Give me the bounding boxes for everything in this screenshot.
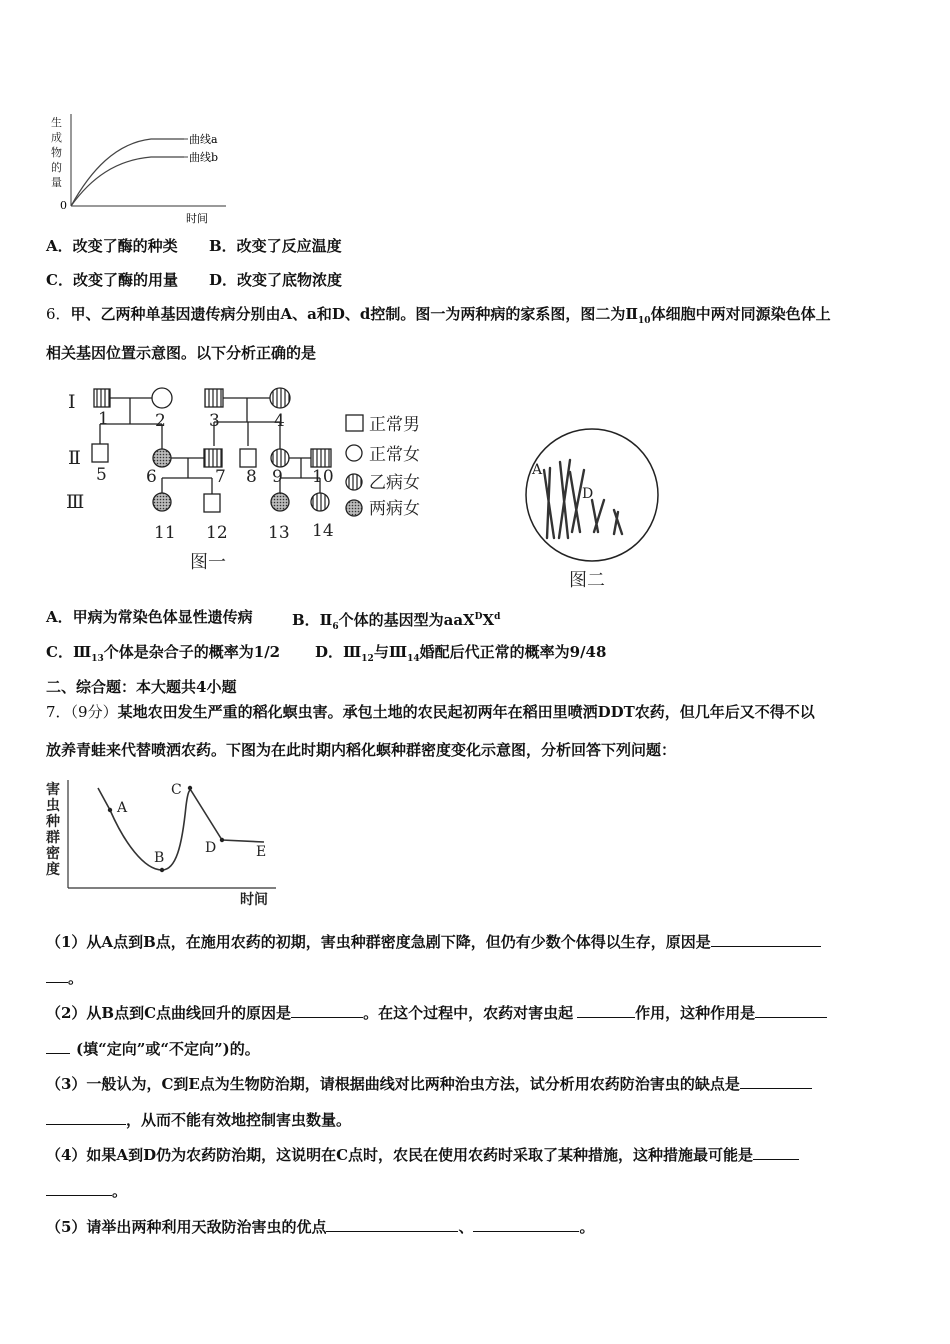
pedigree-chart <box>60 378 460 576</box>
answer-blank[interactable] <box>577 1003 635 1018</box>
answer-blank[interactable] <box>740 1074 812 1089</box>
q5-option-a: A．改变了酶的种类 <box>46 237 178 255</box>
y-label-char: 成 <box>51 131 62 144</box>
answer-blank[interactable] <box>46 1039 70 1054</box>
answer-blank[interactable] <box>291 1003 363 1018</box>
q7-sub3-line1: （3）一般认为，C到E点为生物防治期，请根据曲线对比两种治虫方法，试分析用农药防治害虫的缺点是 <box>46 1074 812 1094</box>
x-axis-label: 时间 <box>240 892 268 908</box>
individual-6-both-female <box>153 449 171 467</box>
y-label-char: 群 <box>46 830 60 846</box>
q7-stem-line1: 7．（9分）某地农田发生严重的稻化螟虫害。承包土地的农民起初两年在稻田里喷洒DDT农药，但几年后又不得不以 <box>46 703 815 721</box>
individual-id: 5 <box>96 465 107 485</box>
point-label: B <box>154 850 165 866</box>
y-label-char: 密 <box>46 846 60 862</box>
point-a-marker <box>108 808 112 812</box>
y-label-char: 度 <box>46 862 60 878</box>
individual-id: 14 <box>312 521 334 541</box>
generation-label: Ⅱ <box>68 447 81 469</box>
point-label: D <box>205 840 217 856</box>
pest-density-graph <box>44 776 284 908</box>
individual-4-yi-female <box>270 388 290 408</box>
y-label-char: 的 <box>51 161 62 174</box>
q6-option-c: C．$Ⅲ_{13}$个体是杂合子的概率为1/2 <box>46 643 281 664</box>
q7-sub1-line2: 。 <box>46 968 83 988</box>
q7-sub2-line1: （2）从B点到C点曲线回升的原因是 。在这个过程中，农药对害虫起 作用，这种作用是 <box>46 1003 827 1023</box>
point-d-marker <box>220 838 224 842</box>
legend-normal-male-symbol <box>346 415 363 431</box>
q5-option-c: C．改变了酶的用量 <box>46 271 178 289</box>
individual-id: 6 <box>146 467 157 487</box>
answer-blank[interactable] <box>711 932 821 947</box>
gene-label-a: A <box>532 462 543 478</box>
generation-label: Ⅰ <box>68 391 76 413</box>
individual-2-normal-female <box>152 388 172 408</box>
answer-blank[interactable] <box>753 1145 799 1160</box>
individual-id: 9 <box>272 467 283 487</box>
legend-yi-female-symbol <box>346 474 362 490</box>
y-label-char: 量 <box>51 176 62 189</box>
answer-blank[interactable] <box>473 1217 579 1232</box>
generation-label: Ⅲ <box>66 491 85 513</box>
q5-option-d: D．改变了底物浓度 <box>209 271 343 289</box>
q5-option-b: B．改变了反应温度 <box>209 237 342 255</box>
x-axis-label: 时间 <box>186 212 208 225</box>
individual-id: 12 <box>206 523 228 543</box>
curve-a <box>71 139 184 206</box>
y-label-char: 害 <box>46 782 60 798</box>
individual-id: 3 <box>209 411 220 431</box>
y-label-char: 种 <box>46 814 60 830</box>
q6-stem-line2: 相关基因位置示意图。以下分析正确的是 <box>46 344 317 362</box>
section-heading: 二、综合题：本大题共4小题 <box>46 678 237 696</box>
origin-label: 0 <box>60 199 67 212</box>
q7-sub4-line2: 。 <box>46 1181 127 1201</box>
individual-13-both-female <box>271 493 289 511</box>
gene-label-d: D <box>582 486 594 502</box>
q7-sub2-line2: (填“定向”或“不定向”)的。 <box>46 1039 260 1059</box>
legend-label: 正常男 <box>369 415 420 435</box>
individual-5-normal-male <box>92 444 108 462</box>
curve-b-label: 曲线b <box>189 151 219 164</box>
answer-blank[interactable] <box>326 1217 458 1232</box>
individual-id: 8 <box>246 467 257 487</box>
individual-id: 4 <box>274 411 285 431</box>
point-label: C <box>171 782 182 798</box>
q6-option-d: D．$Ⅲ_{12}$与$Ⅲ_{14}$婚配后代正常的概率为9/48 <box>315 643 607 664</box>
answer-blank[interactable] <box>46 1110 126 1125</box>
curve-b <box>71 157 184 206</box>
q6-stem-line1: 6．甲、乙两种单基因遗传病分别由A、a和D、d控制。图一为两种病的家系图，图二为$Ⅱ_{10}$体细胞中两对同源染色体上 <box>46 305 831 326</box>
individual-1-yi-male <box>94 389 110 407</box>
individual-9-yi-female <box>271 449 289 467</box>
individual-11-both-female <box>153 493 171 511</box>
point-c-marker <box>188 786 192 790</box>
y-label-char: 生 <box>51 116 62 129</box>
answer-blank[interactable] <box>46 968 68 983</box>
figure1-caption: 图一 <box>190 552 226 573</box>
figure2-caption: 图二 <box>569 570 605 591</box>
q6-option-b: B．$Ⅱ_6$个体的基因型为$aaX^DX^d$ <box>292 611 501 632</box>
q7-sub5: （5）请举出两种利用天敌防治害虫的优点 、 。 <box>46 1218 595 1236</box>
y-label-char: 虫 <box>46 798 60 814</box>
individual-id: 2 <box>155 411 166 431</box>
answer-blank[interactable] <box>46 1181 112 1196</box>
q7-sub1-line1: （1）从A点到B点，在施用农药的初期，害虫种群密度急剧下降，但仍有少数个体得以生存，原因是 <box>46 932 821 952</box>
point-label: A <box>117 800 128 816</box>
individual-3-yi-male <box>205 389 223 407</box>
y-label-char: 物 <box>51 146 62 159</box>
individual-id: 10 <box>312 467 334 487</box>
q7-stem-line2: 放养青蛙来代替喷洒农药。下图为在此时期内稻化螟种群密度变化示意图，分析回答下列问题： <box>46 741 677 759</box>
individual-12-normal-male <box>204 494 220 512</box>
legend-label: 乙病女 <box>369 473 420 493</box>
individual-14-yi-female <box>311 493 329 511</box>
legend-label: 两病女 <box>369 499 420 519</box>
legend-label: 正常女 <box>369 445 420 465</box>
point-label: E <box>256 844 267 860</box>
curve-a-label: 曲线a <box>189 133 218 146</box>
legend-both-female-symbol <box>346 500 362 516</box>
q7-sub3-line2: ，从而不能有效地控制害虫数量。 <box>46 1110 351 1130</box>
individual-8-normal-male <box>240 449 256 467</box>
q7-sub4-line1: （4）如果A到D仍为农药防治期，这说明在C点时，农民在使用农药时采取了某种措施，这种措施最可能是 <box>46 1145 799 1165</box>
y-axis-label <box>51 115 62 189</box>
individual-7-yi-male <box>204 449 222 467</box>
individual-id: 7 <box>215 467 226 487</box>
individual-id: 1 <box>98 409 109 429</box>
q6-option-a: A．甲病为常染色体显性遗传病 <box>46 608 253 626</box>
product-time-graph <box>46 108 236 226</box>
individual-10-yi-male <box>311 449 331 467</box>
point-b-marker <box>160 868 164 872</box>
individual-id: 11 <box>154 523 176 543</box>
answer-blank[interactable] <box>755 1003 827 1018</box>
chromosome-figure <box>514 420 674 592</box>
legend-normal-female-symbol <box>346 445 362 461</box>
individual-id: 13 <box>268 523 290 543</box>
